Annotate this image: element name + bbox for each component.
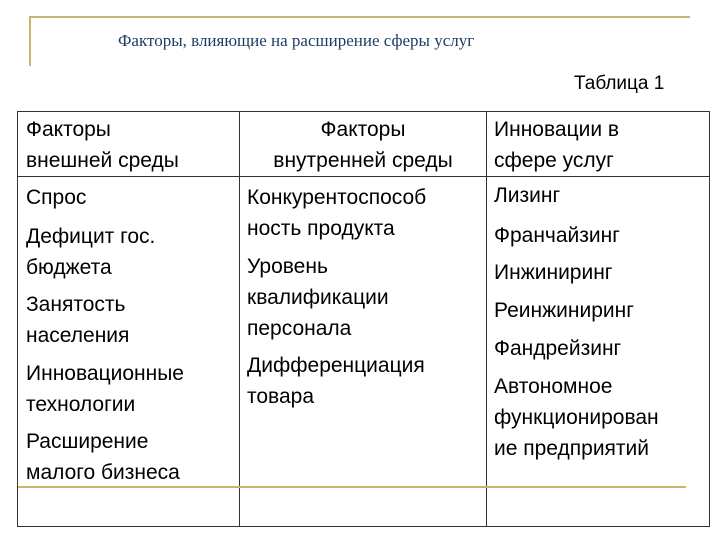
list-item: Инновационные технологии [26,362,184,416]
factors-table [17,111,710,527]
column-divider-2 [486,112,487,526]
list-item: Франчайзинг [494,224,620,247]
page-title: Факторы, влияющие на расширение сферы услуг [118,31,475,50]
list-item: Дифференциация товара [247,354,425,408]
list-item: Фандрейзинг [494,337,622,360]
header-internal-factors: Факторы внутренней среды [273,118,453,172]
list-item: Инжиниринг [494,261,613,284]
list-item: Занятость населения [26,293,130,347]
list-item: Конкурентоспособ ность продукта [247,186,427,240]
column-divider-1 [239,112,240,526]
list-item: Уровень квалификации персонала [247,255,389,340]
list-item: Расширение малого бизнеса [26,430,180,484]
list-item: Дефицит гос. бюджета [26,225,156,279]
header-external-factors: Факторы внешней среды [26,118,179,172]
list-item: Автономное функционирован ие предприятий [494,375,659,460]
list-item: Реинжиниринг [494,299,634,322]
list-item: Спрос [26,186,87,209]
header-divider [18,176,709,177]
table-label: Таблица 1 [574,73,665,94]
header-service-innovations: Инновации в сфере услуг [494,118,620,172]
list-item: Лизинг [494,184,561,207]
